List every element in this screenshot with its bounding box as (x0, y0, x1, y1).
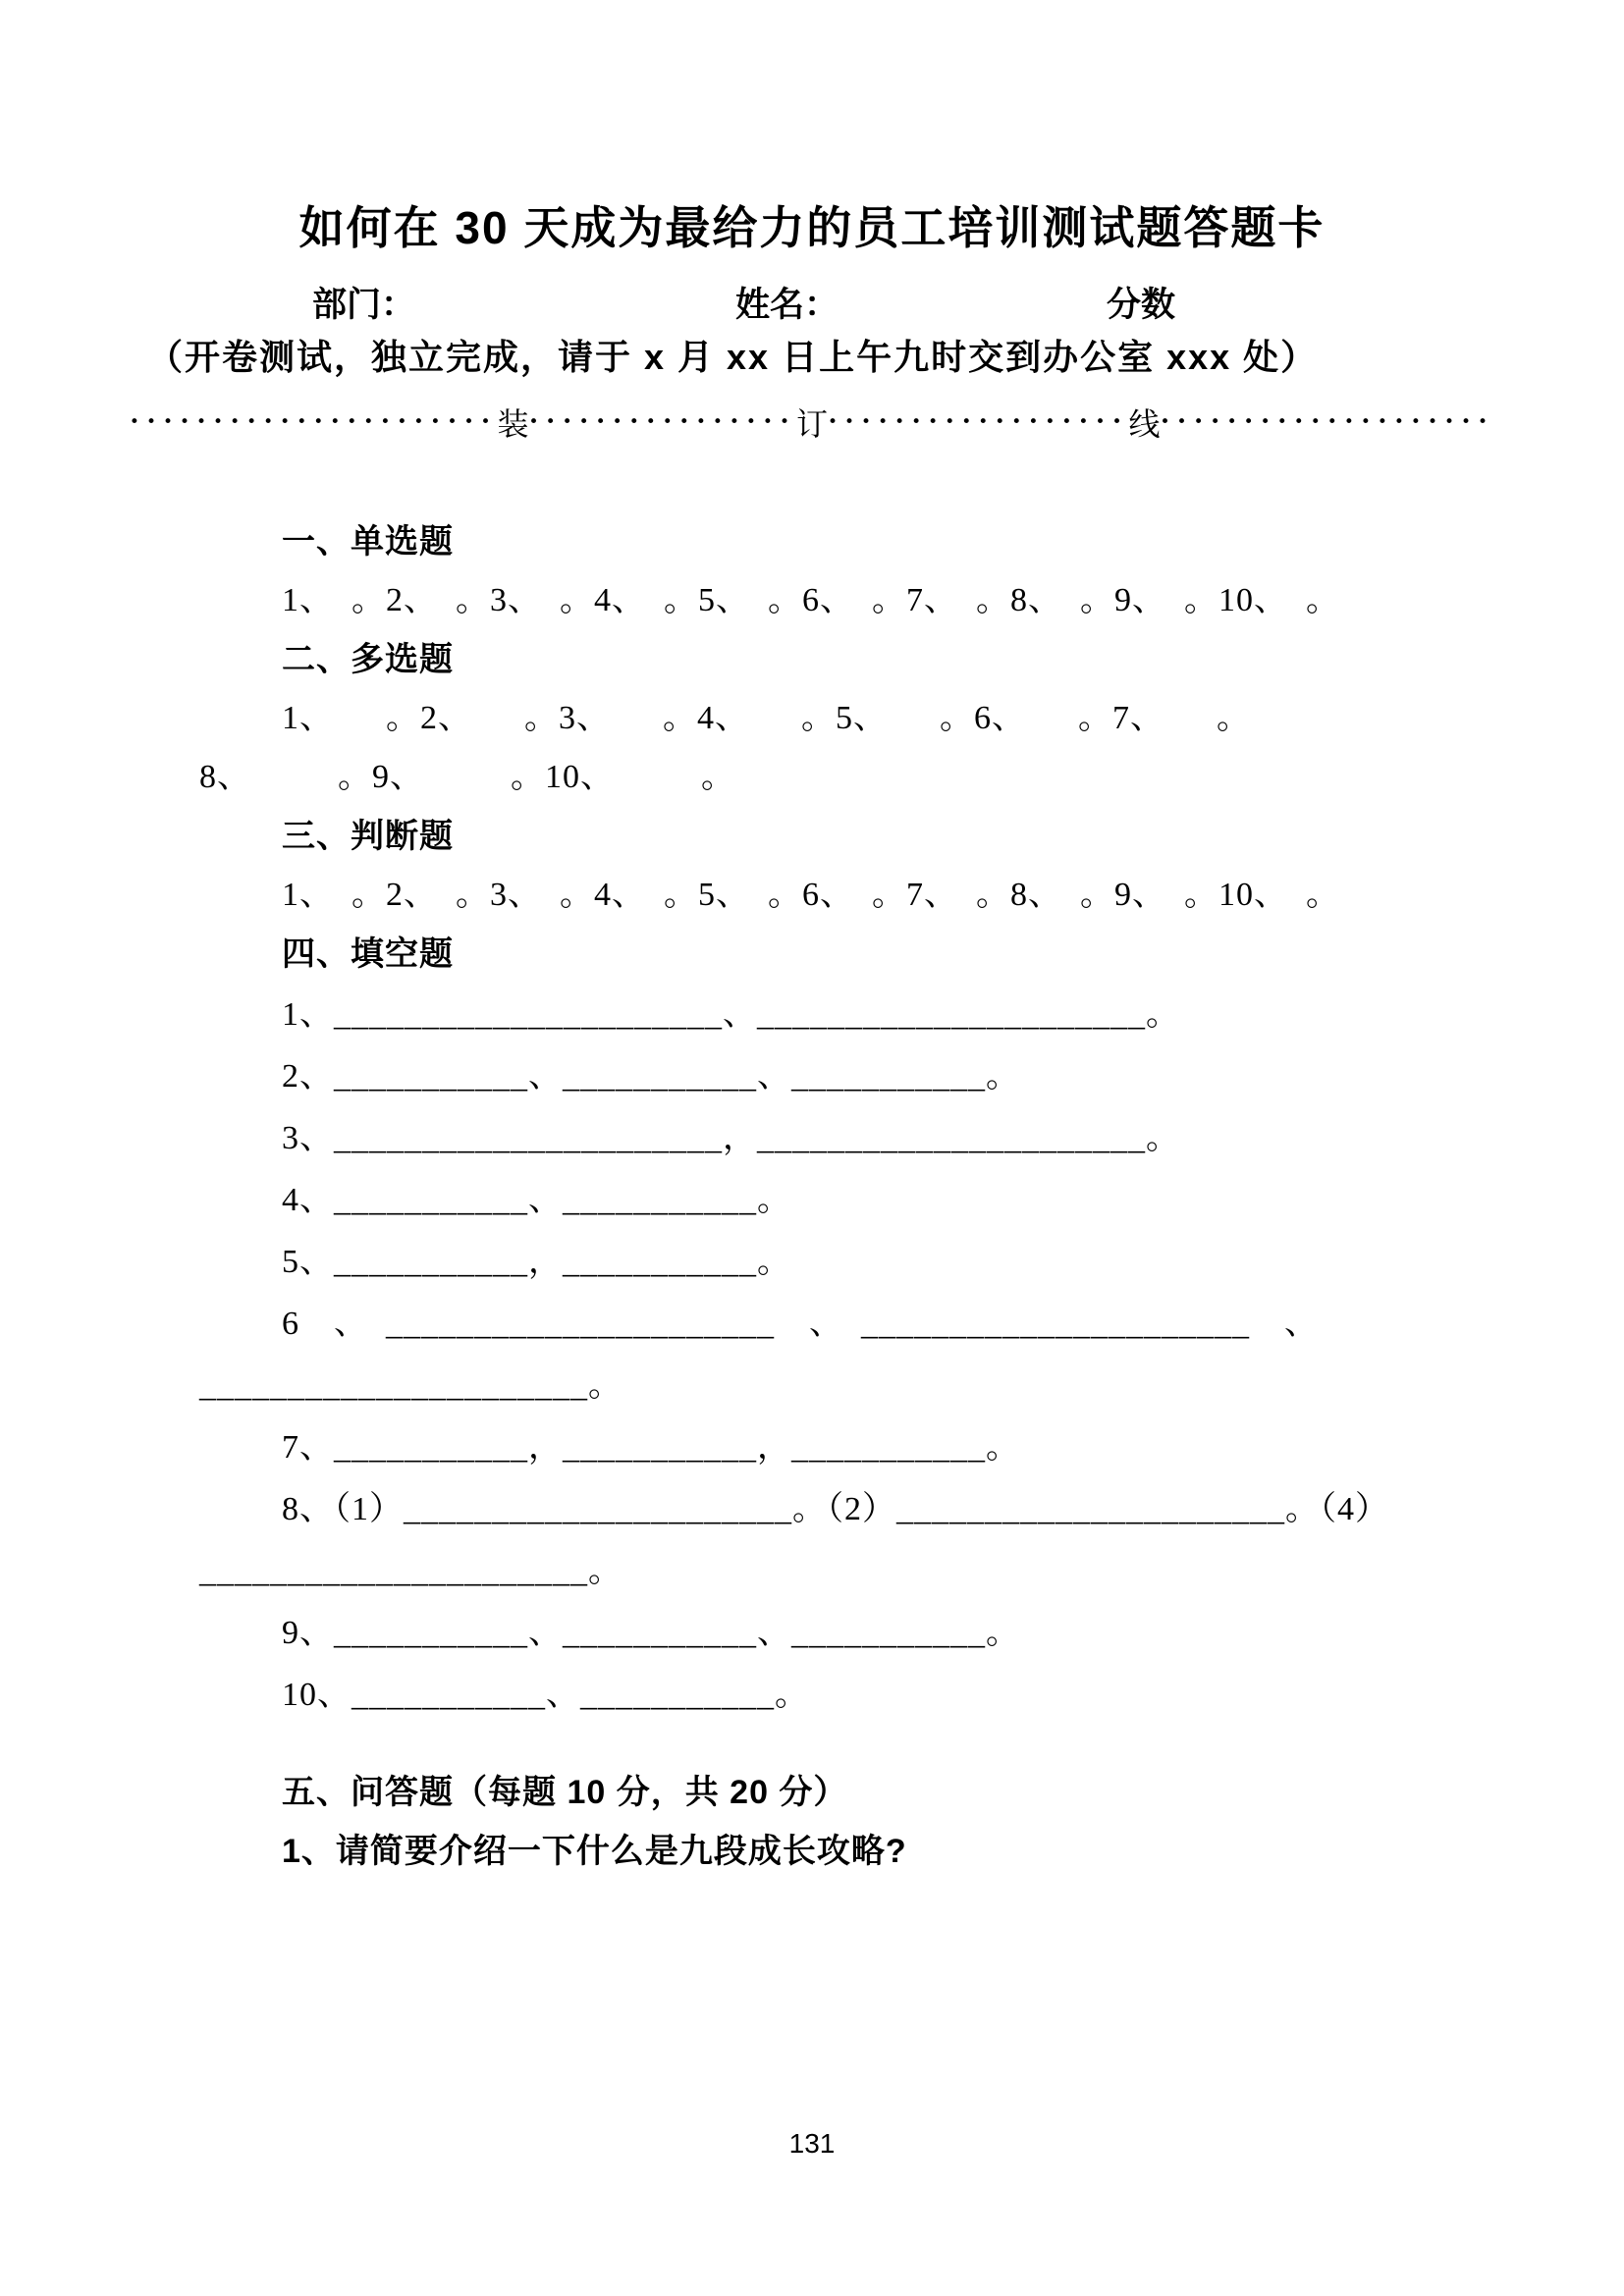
binding-dots-segment: •••••••••••••••••••• (1160, 412, 1495, 432)
fill-blank-row-8-continuation: ______________________。 (199, 1553, 623, 1589)
fill-blank-row-6-continuation: ______________________。 (199, 1367, 623, 1404)
binding-line (0, 399, 1624, 446)
binding-label-xian: 线 (1128, 406, 1161, 442)
page-number: 131 (788, 2128, 836, 2159)
section-heading-true-false: 三、判断题 (282, 818, 454, 855)
fill-blank-row-9: 9、___________、___________、___________。 (282, 1615, 1020, 1651)
fill-blank-row-6: 6 、 ______________________ 、 ______________________ 、 (282, 1306, 1319, 1342)
fill-blank-row-10: 10、___________、___________。 (282, 1677, 809, 1713)
fill-blank-row-2: 2、___________、___________、___________。 (282, 1058, 1020, 1095)
fill-blank-row-4: 4、___________、___________。 (282, 1182, 791, 1218)
answer-row-multi-choice-2: 8、 。9、 。10、 。 (199, 759, 735, 795)
section-heading-multi-choice: 二、多选题 (282, 641, 454, 678)
binding-dots-segment: •••••••••••••••••• (828, 412, 1129, 432)
answer-row-single-choice: 1、 。2、 。3、 。4、 。5、 。6、 。7、 。8、 。9、 。10、 。 (282, 582, 1340, 618)
answer-row-true-false: 1、 。2、 。3、 。4、 。5、 。6、 。7、 。8、 。9、 。10、 。 (282, 877, 1340, 913)
exam-instructions-note: （开卷测试，独立完成，请于 x 月 xx 日上午九时交到办公室 xxx 处） (147, 337, 1319, 377)
binding-label-zhuang: 装 (497, 406, 529, 442)
fill-blank-row-7: 7、___________，___________，___________。 (282, 1429, 1020, 1466)
qa-question-1: 1、请简要介绍一下什么是九段成长攻略? (282, 1833, 907, 1870)
binding-dots-segment: •••••••••••••••••••••• (129, 412, 498, 432)
answer-row-multi-choice-1: 1、 。2、 。3、 。4、 。5、 。6、 。7、 。 (282, 700, 1251, 736)
binding-dots-segment: •••••••••••••••• (528, 412, 796, 432)
department-label: 部门： (312, 286, 416, 324)
section-heading-fill-blank: 四、填空题 (282, 935, 454, 973)
fill-blank-row-8: 8、（1）______________________。（2）______________________。（4） (282, 1491, 1389, 1527)
fill-blank-row-5: 5、___________，___________。 (282, 1244, 791, 1280)
header-meta-row (0, 281, 1624, 330)
page-title: 如何在 30 天成为最给力的员工培训测试题答题卡 (298, 202, 1326, 253)
fill-blank-row-1: 1、______________________、______________________。 (282, 996, 1180, 1033)
name-label: 姓名： (735, 286, 839, 324)
score-label: 分数 (1107, 286, 1176, 324)
section-heading-qa: 五、问答题（每题 10 分，共 20 分） (282, 1774, 848, 1811)
binding-label-ding: 订 (795, 406, 828, 442)
qa-section (199, 1763, 1506, 1881)
fill-blank-section (199, 984, 1506, 1726)
answer-sheet-body (0, 512, 1624, 1881)
section-heading-single-choice: 一、单选题 (282, 523, 454, 561)
fill-blank-row-3: 3、______________________，______________________。 (282, 1120, 1180, 1156)
